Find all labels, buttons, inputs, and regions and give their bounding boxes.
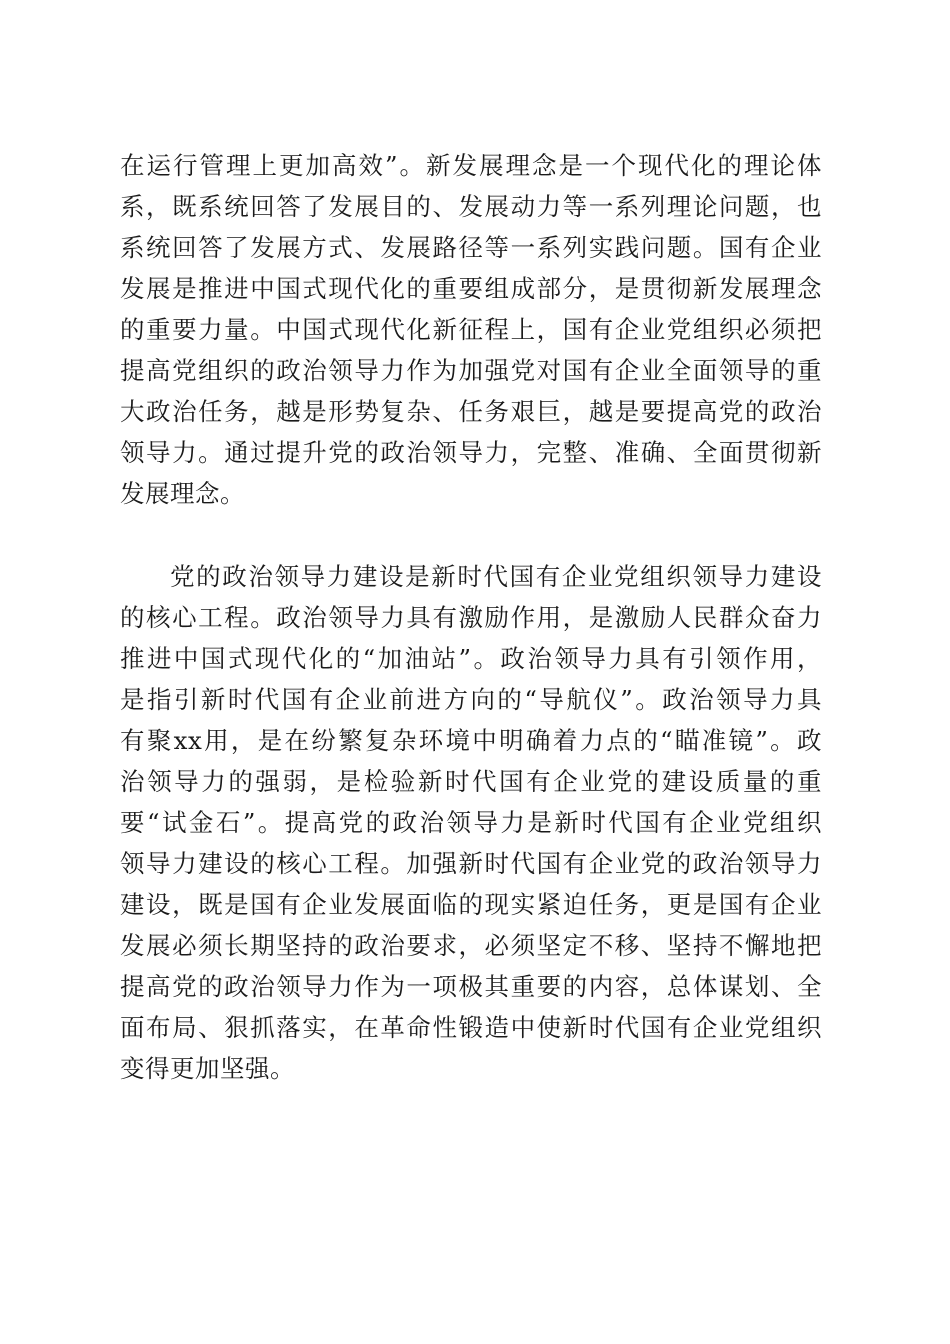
paragraph-line: 有聚xx用，是在纷繁复杂环境中明确着力点的“瞄准镜”。政 bbox=[120, 726, 822, 755]
paragraph-line: 发展必须长期坚持的政治要求，必须坚定不移、坚持不懈地把 bbox=[120, 931, 822, 960]
paragraph-line: 在运行管理上更加高效”。新发展理念是一个现代化的理论体 bbox=[120, 151, 822, 180]
paragraph-1 bbox=[120, 145, 822, 514]
paragraph-line: 领导力。通过提升党的政治领导力，完整、准确、全面贯彻新 bbox=[120, 438, 822, 467]
paragraph-line: 发展是推进中国式现代化的重要组成部分，是贯彻新发展理念 bbox=[120, 274, 822, 303]
paragraph-line: 是指引新时代国有企业前进方向的“导航仪”。政治领导力具 bbox=[120, 685, 822, 714]
paragraph-line: 领导力建设的核心工程。加强新时代国有企业党的政治领导力 bbox=[120, 849, 822, 878]
paragraph-line: 的核心工程。政治领导力具有激励作用，是激励人民群众奋力 bbox=[120, 603, 822, 632]
paragraph-line: 系，既系统回答了发展目的、发展动力等一系列理论问题，也 bbox=[120, 192, 822, 221]
paragraph-line: 系统回答了发展方式、发展路径等一系列实践问题。国有企业 bbox=[120, 233, 822, 262]
paragraph-2 bbox=[120, 556, 822, 1089]
paragraph-line: 提高党的政治领导力作为一项极其重要的内容，总体谋划、全 bbox=[120, 972, 822, 1001]
paragraph-line: 推进中国式现代化的“加油站”。政治领导力具有引领作用， bbox=[120, 644, 822, 673]
paragraph-line: 提高党组织的政治领导力作为加强党对国有企业全面领导的重 bbox=[120, 356, 822, 385]
paragraph-line: 党的政治领导力建设是新时代国有企业党组织领导力建设 bbox=[170, 562, 822, 591]
paragraph-line: 的重要力量。中国式现代化新征程上，国有企业党组织必须把 bbox=[120, 315, 822, 344]
paragraph-line: 发展理念。 bbox=[120, 479, 245, 508]
paragraph-line: 面布局、狠抓落实，在革命性锻造中使新时代国有企业党组织 bbox=[120, 1013, 822, 1042]
paragraph-line: 大政治任务，越是形势复杂、任务艰巨，越是要提高党的政治 bbox=[120, 397, 822, 426]
paragraph-line: 要“试金石”。提高党的政治领导力是新时代国有企业党组织 bbox=[120, 808, 822, 837]
paragraph-line: 变得更加坚强。 bbox=[120, 1054, 295, 1083]
paragraph-line: 建设，既是国有企业发展面临的现实紧迫任务，更是国有企业 bbox=[120, 890, 822, 919]
paragraph-line: 治领导力的强弱，是检验新时代国有企业党的建设质量的重 bbox=[120, 767, 822, 796]
